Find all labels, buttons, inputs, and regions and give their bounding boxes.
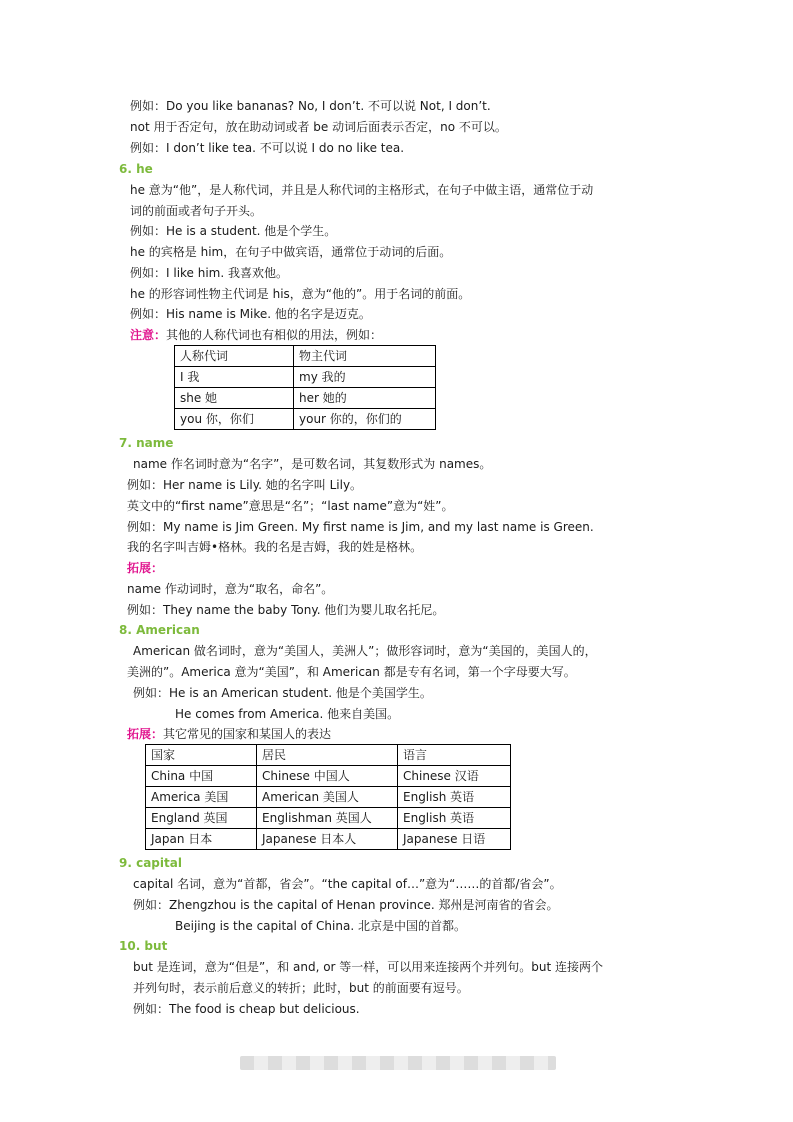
note-label: 注意： bbox=[130, 328, 167, 342]
table-cell: my 我的 bbox=[294, 367, 436, 388]
section-heading-he: 6. he bbox=[119, 162, 153, 176]
table-cell: America 美国 bbox=[146, 787, 257, 808]
table-cell: she 她 bbox=[175, 388, 294, 409]
table-cell: Englishman 英国人 bbox=[257, 808, 398, 829]
table-header-row bbox=[146, 745, 511, 766]
table-row bbox=[146, 829, 511, 850]
table-cell: your 你的，你们的 bbox=[294, 409, 436, 430]
table-cell: her 她的 bbox=[294, 388, 436, 409]
table-row bbox=[146, 787, 511, 808]
example-line: 例如：Her name is Lily. 她的名字叫 Lily。 bbox=[127, 478, 363, 492]
country-table bbox=[145, 744, 511, 850]
text-line: name 作动词时，意为“取名，命名”。 bbox=[127, 582, 334, 596]
example-line: 例如：Zhengzhou is the capital of Henan province. 郑州是河南省的省会。 bbox=[133, 898, 559, 912]
table-header-row bbox=[175, 346, 436, 367]
text-line: he 的宾格是 him，在句子中做宾语，通常位于动词的后面。 bbox=[130, 245, 452, 259]
table-row bbox=[175, 388, 436, 409]
table-row bbox=[175, 409, 436, 430]
example-line: He comes from America. 他来自美国。 bbox=[175, 707, 400, 721]
table-cell: you 你，你们 bbox=[175, 409, 294, 430]
example-line: 例如：He is a student. 他是个学生。 bbox=[130, 224, 337, 238]
table-row bbox=[175, 367, 436, 388]
text-line: he 意为“他”，是人称代词，并且是人称代词的主格形式，在句子中做主语，通常位于动 bbox=[130, 183, 594, 197]
example-line: 例如：He is an American student. 他是个美国学生。 bbox=[133, 686, 432, 700]
section-heading-capital: 9. capital bbox=[119, 856, 182, 870]
table-cell: American 美国人 bbox=[257, 787, 398, 808]
table-cell: Chinese 中国人 bbox=[257, 766, 398, 787]
text-line: 英文中的“first name”意思是“名”；“last name”意为“姓”。 bbox=[127, 499, 454, 513]
example-line: 例如：Do you like bananas? No, I don’t. 不可以说 Not, I don’t. bbox=[130, 99, 491, 113]
example-line: 例如：They name the baby Tony. 他们为婴儿取名托尼。 bbox=[127, 603, 445, 617]
extension-label: 拓展： bbox=[127, 727, 164, 741]
section-heading-but: 10. but bbox=[119, 939, 168, 953]
text-line: he 的形容词性物主代词是 his，意为“他的”。用于名词的前面。 bbox=[130, 287, 471, 301]
table-cell: I 我 bbox=[175, 367, 294, 388]
text-line: 并列句时，表示前后意义的转折；此时，but 的前面要有逗号。 bbox=[133, 981, 469, 995]
text-line: not 用于否定句，放在助动词或者 be 动词后面表示否定，no 不可以。 bbox=[130, 120, 507, 134]
table-header-cell: 人称代词 bbox=[175, 346, 294, 367]
table-header-cell: 语言 bbox=[398, 745, 511, 766]
table-cell: Japanese 日语 bbox=[398, 829, 511, 850]
example-line: 例如：I don’t like tea. 不可以说 I do no like tea. bbox=[130, 141, 405, 155]
table-header-cell: 物主代词 bbox=[294, 346, 436, 367]
table-row bbox=[146, 766, 511, 787]
example-line: 例如：I like him. 我喜欢他。 bbox=[130, 266, 288, 280]
pronoun-table bbox=[174, 345, 436, 430]
example-line: 例如：His name is Mike. 他的名字是迈克。 bbox=[130, 307, 371, 321]
section-heading-name: 7. name bbox=[119, 436, 174, 450]
example-line: 例如：My name is Jim Green. My first name is Jim, and my last name is Green. bbox=[127, 520, 594, 534]
table-cell: English 英语 bbox=[398, 787, 511, 808]
extension-line bbox=[127, 726, 331, 742]
table-row bbox=[146, 808, 511, 829]
extension-label: 拓展： bbox=[127, 561, 164, 575]
table-cell: English 英语 bbox=[398, 808, 511, 829]
note-line bbox=[130, 327, 382, 343]
section-heading-american: 8. American bbox=[119, 623, 200, 637]
table-header-cell: 居民 bbox=[257, 745, 398, 766]
text-line: 词的前面或者句子开头。 bbox=[130, 204, 263, 218]
table-header-cell: 国家 bbox=[146, 745, 257, 766]
text-line: capital 名词，意为“首都，省会”。“the capital of…”意为“……的首都/省会”。 bbox=[133, 877, 562, 891]
text-line: 美洲的”。America 意为“美国”，和 American 都是专有名词，第一个字母要大写。 bbox=[127, 665, 576, 679]
table-cell: China 中国 bbox=[146, 766, 257, 787]
table-cell: Chinese 汉语 bbox=[398, 766, 511, 787]
extension-text: 其它常见的国家和某国人的表达 bbox=[163, 727, 332, 741]
text-line: 我的名字叫吉姆•格林。我的名是吉姆，我的姓是格林。 bbox=[127, 540, 423, 554]
example-line: 例如：The food is cheap but delicious. bbox=[133, 1002, 360, 1016]
example-line: Beijing is the capital of China. 北京是中国的首都。 bbox=[175, 919, 466, 933]
table-cell: Japanese 日本人 bbox=[257, 829, 398, 850]
text-line: American 做名词时，意为“美国人，美洲人”；做形容词时，意为“美国的，美国人的， bbox=[133, 644, 597, 658]
note-text: 其他的人称代词也有相似的用法，例如： bbox=[166, 328, 383, 342]
text-line: but 是连词，意为“但是”，和 and, or 等一样，可以用来连接两个并列句。but 连接两个 bbox=[133, 960, 604, 974]
table-cell: Japan 日本 bbox=[146, 829, 257, 850]
text-line: name 作名词时意为“名字”，是可数名词，其复数形式为 names。 bbox=[133, 457, 492, 471]
blurred-watermark bbox=[240, 1056, 556, 1070]
table-cell: England 英国 bbox=[146, 808, 257, 829]
